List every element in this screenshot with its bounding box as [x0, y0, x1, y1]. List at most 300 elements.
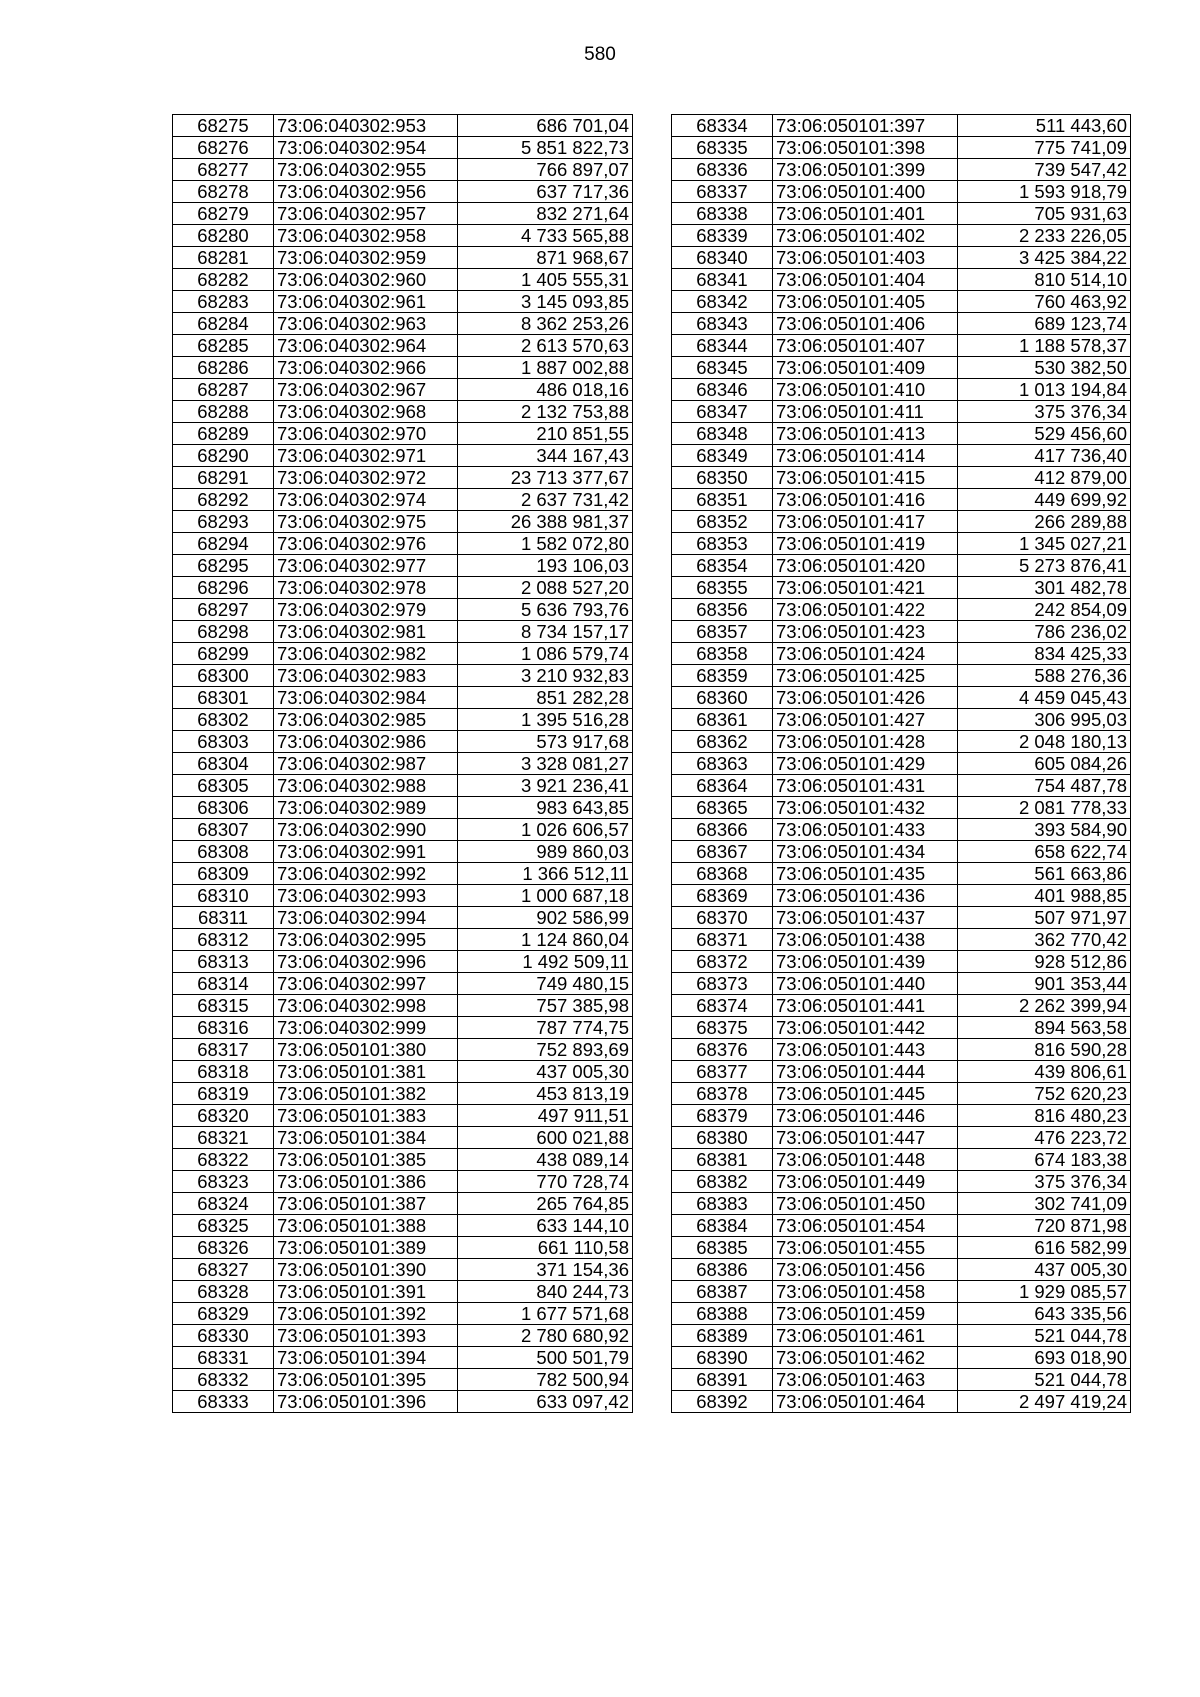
cadastral-number-cell: 73:06:040302:988 — [274, 775, 458, 797]
cadastral-number-cell: 73:06:050101:385 — [274, 1149, 458, 1171]
value-cell: 1 124 860,04 — [458, 929, 633, 951]
value-cell: 686 701,04 — [458, 115, 633, 137]
table-row — [672, 137, 1131, 159]
row-number-cell: 68376 — [672, 1039, 773, 1061]
table-row — [672, 1061, 1131, 1083]
value-cell: 486 018,16 — [458, 379, 633, 401]
value-cell: 344 167,43 — [458, 445, 633, 467]
cadastral-number-cell: 73:06:050101:456 — [773, 1259, 958, 1281]
cadastral-number-cell: 73:06:050101:447 — [773, 1127, 958, 1149]
cadastral-number-cell: 73:06:040302:993 — [274, 885, 458, 907]
cadastral-number-cell: 73:06:050101:443 — [773, 1039, 958, 1061]
table-row — [672, 203, 1131, 225]
row-number-cell: 68319 — [173, 1083, 274, 1105]
value-cell: 674 183,38 — [958, 1149, 1131, 1171]
value-cell: 810 514,10 — [958, 269, 1131, 291]
value-cell: 1 582 072,80 — [458, 533, 633, 555]
cadastral-number-cell: 73:06:040302:984 — [274, 687, 458, 709]
row-number-cell: 68317 — [173, 1039, 274, 1061]
row-number-cell: 68331 — [173, 1347, 274, 1369]
table-row — [672, 335, 1131, 357]
value-cell: 754 487,78 — [958, 775, 1131, 797]
row-number-cell: 68341 — [672, 269, 773, 291]
cadastral-number-cell: 73:06:050101:428 — [773, 731, 958, 753]
table-row — [672, 951, 1131, 973]
row-number-cell: 68384 — [672, 1215, 773, 1237]
table-row — [672, 269, 1131, 291]
table-row — [173, 511, 633, 533]
row-number-cell: 68383 — [672, 1193, 773, 1215]
value-cell: 901 353,44 — [958, 973, 1131, 995]
cadastral-number-cell: 73:06:050101:434 — [773, 841, 958, 863]
cadastral-number-cell: 73:06:040302:997 — [274, 973, 458, 995]
row-number-cell: 68281 — [173, 247, 274, 269]
value-cell: 301 482,78 — [958, 577, 1131, 599]
table-row — [672, 1259, 1131, 1281]
table-row — [173, 291, 633, 313]
table-row — [173, 225, 633, 247]
table-row — [173, 555, 633, 577]
cadastral-number-cell: 73:06:040302:983 — [274, 665, 458, 687]
cadastral-number-cell: 73:06:050101:438 — [773, 929, 958, 951]
table-row — [672, 819, 1131, 841]
cadastral-number-cell: 73:06:040302:955 — [274, 159, 458, 181]
table-row — [672, 885, 1131, 907]
value-cell: 193 106,03 — [458, 555, 633, 577]
row-number-cell: 68380 — [672, 1127, 773, 1149]
row-number-cell: 68280 — [173, 225, 274, 247]
row-number-cell: 68360 — [672, 687, 773, 709]
row-number-cell: 68359 — [672, 665, 773, 687]
row-number-cell: 68377 — [672, 1061, 773, 1083]
cadastral-number-cell: 73:06:050101:461 — [773, 1325, 958, 1347]
cadastral-number-cell: 73:06:050101:454 — [773, 1215, 958, 1237]
value-cell: 401 988,85 — [958, 885, 1131, 907]
value-cell: 3 921 236,41 — [458, 775, 633, 797]
table-row — [672, 599, 1131, 621]
value-cell: 23 713 377,67 — [458, 467, 633, 489]
value-cell: 834 425,33 — [958, 643, 1131, 665]
value-cell: 242 854,09 — [958, 599, 1131, 621]
row-number-cell: 68374 — [672, 995, 773, 1017]
cadastral-number-cell: 73:06:040302:966 — [274, 357, 458, 379]
cadastral-number-cell: 73:06:050101:381 — [274, 1061, 458, 1083]
value-cell: 658 622,74 — [958, 841, 1131, 863]
row-number-cell: 68368 — [672, 863, 773, 885]
value-cell: 306 995,03 — [958, 709, 1131, 731]
cadastral-number-cell: 73:06:040302:953 — [274, 115, 458, 137]
row-number-cell: 68334 — [672, 115, 773, 137]
row-number-cell: 68320 — [173, 1105, 274, 1127]
value-cell: 521 044,78 — [958, 1369, 1131, 1391]
table-row — [173, 1171, 633, 1193]
table-row — [672, 401, 1131, 423]
value-cell: 786 236,02 — [958, 621, 1131, 643]
table-row — [672, 357, 1131, 379]
row-number-cell: 68353 — [672, 533, 773, 555]
value-cell: 2 088 527,20 — [458, 577, 633, 599]
cadastral-number-cell: 73:06:050101:464 — [773, 1391, 958, 1413]
row-number-cell: 68347 — [672, 401, 773, 423]
table-row — [672, 1215, 1131, 1237]
value-cell: 1 026 606,57 — [458, 819, 633, 841]
row-number-cell: 68337 — [672, 181, 773, 203]
value-cell: 600 021,88 — [458, 1127, 633, 1149]
value-cell: 902 586,99 — [458, 907, 633, 929]
table-row — [672, 1193, 1131, 1215]
table-row — [173, 1017, 633, 1039]
value-cell: 2 780 680,92 — [458, 1325, 633, 1347]
row-number-cell: 68308 — [173, 841, 274, 863]
cadastral-number-cell: 73:06:050101:444 — [773, 1061, 958, 1083]
value-cell: 832 271,64 — [458, 203, 633, 225]
row-number-cell: 68303 — [173, 731, 274, 753]
value-cell: 871 968,67 — [458, 247, 633, 269]
table-row — [672, 1171, 1131, 1193]
cadastral-number-cell: 73:06:040302:972 — [274, 467, 458, 489]
value-cell: 529 456,60 — [958, 423, 1131, 445]
cadastral-number-cell: 73:06:050101:424 — [773, 643, 958, 665]
cadastral-number-cell: 73:06:040302:958 — [274, 225, 458, 247]
cadastral-number-cell: 73:06:040302:974 — [274, 489, 458, 511]
table-row — [173, 929, 633, 951]
value-cell: 371 154,36 — [458, 1259, 633, 1281]
row-number-cell: 68375 — [672, 1017, 773, 1039]
value-cell: 840 244,73 — [458, 1281, 633, 1303]
row-number-cell: 68310 — [173, 885, 274, 907]
value-cell: 757 385,98 — [458, 995, 633, 1017]
row-number-cell: 68293 — [173, 511, 274, 533]
table-row — [173, 379, 633, 401]
value-cell: 393 584,90 — [958, 819, 1131, 841]
cadastral-number-cell: 73:06:040302:987 — [274, 753, 458, 775]
cadastral-number-cell: 73:06:050101:415 — [773, 467, 958, 489]
value-cell: 1 593 918,79 — [958, 181, 1131, 203]
table-row — [672, 1281, 1131, 1303]
cadastral-number-cell: 73:06:050101:388 — [274, 1215, 458, 1237]
value-cell: 3 210 932,83 — [458, 665, 633, 687]
cadastral-number-cell: 73:06:050101:427 — [773, 709, 958, 731]
row-number-cell: 68324 — [173, 1193, 274, 1215]
value-cell: 2 637 731,42 — [458, 489, 633, 511]
row-number-cell: 68305 — [173, 775, 274, 797]
cadastral-number-cell: 73:06:040302:971 — [274, 445, 458, 467]
row-number-cell: 68391 — [672, 1369, 773, 1391]
cadastral-number-cell: 73:06:050101:398 — [773, 137, 958, 159]
value-cell: 787 774,75 — [458, 1017, 633, 1039]
table-row — [672, 797, 1131, 819]
value-cell: 2 048 180,13 — [958, 731, 1131, 753]
row-number-cell: 68295 — [173, 555, 274, 577]
table-row — [672, 665, 1131, 687]
row-number-cell: 68332 — [173, 1369, 274, 1391]
value-cell: 573 917,68 — [458, 731, 633, 753]
value-cell: 5 273 876,41 — [958, 555, 1131, 577]
value-cell: 894 563,58 — [958, 1017, 1131, 1039]
table-row — [173, 731, 633, 753]
value-cell: 816 590,28 — [958, 1039, 1131, 1061]
value-cell: 561 663,86 — [958, 863, 1131, 885]
table-row — [672, 379, 1131, 401]
cadastral-number-cell: 73:06:040302:996 — [274, 951, 458, 973]
cadastral-number-cell: 73:06:040302:961 — [274, 291, 458, 313]
cadastral-number-cell: 73:06:040302:994 — [274, 907, 458, 929]
row-number-cell: 68321 — [173, 1127, 274, 1149]
row-number-cell: 68379 — [672, 1105, 773, 1127]
value-cell: 1 492 509,11 — [458, 951, 633, 973]
cadastral-number-cell: 73:06:040302:967 — [274, 379, 458, 401]
value-cell: 266 289,88 — [958, 511, 1131, 533]
row-number-cell: 68381 — [672, 1149, 773, 1171]
cadastral-number-cell: 73:06:050101:399 — [773, 159, 958, 181]
row-number-cell: 68285 — [173, 335, 274, 357]
cadastral-number-cell: 73:06:050101:442 — [773, 1017, 958, 1039]
cadastral-number-cell: 73:06:050101:411 — [773, 401, 958, 423]
value-cell: 5 636 793,76 — [458, 599, 633, 621]
cadastral-number-cell: 73:06:040302:991 — [274, 841, 458, 863]
register-table-right — [671, 114, 1131, 1413]
table-row — [672, 1149, 1131, 1171]
table-row — [173, 1149, 633, 1171]
row-number-cell: 68298 — [173, 621, 274, 643]
cadastral-number-cell: 73:06:050101:432 — [773, 797, 958, 819]
table-row — [173, 709, 633, 731]
value-cell: 417 736,40 — [958, 445, 1131, 467]
cadastral-number-cell: 73:06:050101:382 — [274, 1083, 458, 1105]
row-number-cell: 68346 — [672, 379, 773, 401]
table-row — [173, 907, 633, 929]
table-row — [173, 533, 633, 555]
cadastral-number-cell: 73:06:050101:410 — [773, 379, 958, 401]
cadastral-number-cell: 73:06:040302:976 — [274, 533, 458, 555]
table-row — [173, 247, 633, 269]
value-cell: 705 931,63 — [958, 203, 1131, 225]
cadastral-number-cell: 73:06:050101:458 — [773, 1281, 958, 1303]
cadastral-number-cell: 73:06:050101:459 — [773, 1303, 958, 1325]
value-cell: 1 929 085,57 — [958, 1281, 1131, 1303]
row-number-cell: 68335 — [672, 137, 773, 159]
table-row — [672, 841, 1131, 863]
value-cell: 375 376,34 — [958, 401, 1131, 423]
table-row — [173, 423, 633, 445]
table-row — [672, 863, 1131, 885]
table-row — [173, 1215, 633, 1237]
table-row — [672, 1105, 1131, 1127]
table-row — [173, 159, 633, 181]
row-number-cell: 68350 — [672, 467, 773, 489]
row-number-cell: 68364 — [672, 775, 773, 797]
value-cell: 661 110,58 — [458, 1237, 633, 1259]
table-row — [173, 1259, 633, 1281]
value-cell: 1 677 571,68 — [458, 1303, 633, 1325]
table-row — [173, 445, 633, 467]
table-row — [173, 1237, 633, 1259]
table-row — [672, 753, 1131, 775]
cadastral-number-cell: 73:06:050101:380 — [274, 1039, 458, 1061]
table-row — [173, 401, 633, 423]
cadastral-number-cell: 73:06:050101:383 — [274, 1105, 458, 1127]
table-row — [672, 511, 1131, 533]
value-cell: 1 188 578,37 — [958, 335, 1131, 357]
value-cell: 928 512,86 — [958, 951, 1131, 973]
table-row — [672, 577, 1131, 599]
row-number-cell: 68330 — [173, 1325, 274, 1347]
value-cell: 1 395 516,28 — [458, 709, 633, 731]
cadastral-number-cell: 73:06:050101:416 — [773, 489, 958, 511]
cadastral-number-cell: 73:06:040302:982 — [274, 643, 458, 665]
table-row — [672, 995, 1131, 1017]
row-number-cell: 68284 — [173, 313, 274, 335]
cadastral-number-cell: 73:06:050101:440 — [773, 973, 958, 995]
table-row — [173, 643, 633, 665]
table-row — [672, 1083, 1131, 1105]
value-cell: 1 013 194,84 — [958, 379, 1131, 401]
row-number-cell: 68309 — [173, 863, 274, 885]
value-cell: 437 005,30 — [458, 1061, 633, 1083]
cadastral-number-cell: 73:06:040302:986 — [274, 731, 458, 753]
value-cell: 438 089,14 — [458, 1149, 633, 1171]
table-row — [173, 357, 633, 379]
row-number-cell: 68365 — [672, 797, 773, 819]
row-number-cell: 68363 — [672, 753, 773, 775]
cadastral-number-cell: 73:06:040302:999 — [274, 1017, 458, 1039]
row-number-cell: 68299 — [173, 643, 274, 665]
row-number-cell: 68371 — [672, 929, 773, 951]
value-cell: 782 500,94 — [458, 1369, 633, 1391]
row-number-cell: 68367 — [672, 841, 773, 863]
cadastral-number-cell: 73:06:040302:978 — [274, 577, 458, 599]
cadastral-number-cell: 73:06:050101:421 — [773, 577, 958, 599]
value-cell: 8 734 157,17 — [458, 621, 633, 643]
cadastral-number-cell: 73:06:050101:405 — [773, 291, 958, 313]
cadastral-number-cell: 73:06:050101:449 — [773, 1171, 958, 1193]
table-row — [173, 863, 633, 885]
cadastral-number-cell: 73:06:050101:409 — [773, 357, 958, 379]
value-cell: 449 699,92 — [958, 489, 1131, 511]
cadastral-number-cell: 73:06:040302:957 — [274, 203, 458, 225]
table-row — [173, 599, 633, 621]
table-row — [173, 1193, 633, 1215]
row-number-cell: 68300 — [173, 665, 274, 687]
cadastral-number-cell: 73:06:050101:422 — [773, 599, 958, 621]
value-cell: 983 643,85 — [458, 797, 633, 819]
row-number-cell: 68312 — [173, 929, 274, 951]
value-cell: 521 044,78 — [958, 1325, 1131, 1347]
table-row — [173, 1127, 633, 1149]
table-row — [672, 1347, 1131, 1369]
table-row — [173, 775, 633, 797]
row-number-cell: 68339 — [672, 225, 773, 247]
row-number-cell: 68355 — [672, 577, 773, 599]
value-cell: 1 405 555,31 — [458, 269, 633, 291]
value-cell: 775 741,09 — [958, 137, 1131, 159]
table-row — [173, 313, 633, 335]
row-number-cell: 68336 — [672, 159, 773, 181]
row-number-cell: 68278 — [173, 181, 274, 203]
row-number-cell: 68369 — [672, 885, 773, 907]
row-number-cell: 68370 — [672, 907, 773, 929]
value-cell: 4 459 045,43 — [958, 687, 1131, 709]
table-row — [173, 181, 633, 203]
value-cell: 851 282,28 — [458, 687, 633, 709]
table-row — [672, 907, 1131, 929]
table-row — [672, 489, 1131, 511]
table-row — [173, 115, 633, 137]
row-number-cell: 68362 — [672, 731, 773, 753]
value-cell: 1 086 579,74 — [458, 643, 633, 665]
value-cell: 752 893,69 — [458, 1039, 633, 1061]
row-number-cell: 68288 — [173, 401, 274, 423]
cadastral-number-cell: 73:06:050101:441 — [773, 995, 958, 1017]
row-number-cell: 68343 — [672, 313, 773, 335]
table-row — [173, 1039, 633, 1061]
value-cell: 770 728,74 — [458, 1171, 633, 1193]
row-number-cell: 68283 — [173, 291, 274, 313]
row-number-cell: 68356 — [672, 599, 773, 621]
cadastral-number-cell: 73:06:050101:384 — [274, 1127, 458, 1149]
value-cell: 749 480,15 — [458, 973, 633, 995]
value-cell: 500 501,79 — [458, 1347, 633, 1369]
cadastral-number-cell: 73:06:040302:990 — [274, 819, 458, 841]
cadastral-number-cell: 73:06:050101:391 — [274, 1281, 458, 1303]
table-row — [672, 225, 1131, 247]
cadastral-number-cell: 73:06:050101:431 — [773, 775, 958, 797]
cadastral-number-cell: 73:06:050101:406 — [773, 313, 958, 335]
row-number-cell: 68306 — [173, 797, 274, 819]
row-number-cell: 68314 — [173, 973, 274, 995]
table-row — [672, 643, 1131, 665]
row-number-cell: 68301 — [173, 687, 274, 709]
table-row — [173, 137, 633, 159]
cadastral-number-cell: 73:06:050101:407 — [773, 335, 958, 357]
cadastral-number-cell: 73:06:040302:954 — [274, 137, 458, 159]
row-number-cell: 68372 — [672, 951, 773, 973]
cadastral-number-cell: 73:06:050101:446 — [773, 1105, 958, 1127]
table-row — [672, 555, 1131, 577]
table-row — [672, 1039, 1131, 1061]
table-row — [173, 665, 633, 687]
row-number-cell: 68349 — [672, 445, 773, 467]
row-number-cell: 68387 — [672, 1281, 773, 1303]
table-row — [672, 291, 1131, 313]
cadastral-number-cell: 73:06:050101:400 — [773, 181, 958, 203]
value-cell: 633 097,42 — [458, 1391, 633, 1413]
value-cell: 616 582,99 — [958, 1237, 1131, 1259]
value-cell: 437 005,30 — [958, 1259, 1131, 1281]
cadastral-number-cell: 73:06:050101:463 — [773, 1369, 958, 1391]
table-row — [672, 1391, 1131, 1413]
cadastral-number-cell: 73:06:050101:429 — [773, 753, 958, 775]
row-number-cell: 68344 — [672, 335, 773, 357]
row-number-cell: 68275 — [173, 115, 274, 137]
cadastral-number-cell: 73:06:050101:433 — [773, 819, 958, 841]
value-cell: 265 764,85 — [458, 1193, 633, 1215]
cadastral-number-cell: 73:06:050101:394 — [274, 1347, 458, 1369]
value-cell: 210 851,55 — [458, 423, 633, 445]
table-row — [672, 247, 1131, 269]
cadastral-number-cell: 73:06:050101:402 — [773, 225, 958, 247]
row-number-cell: 68390 — [672, 1347, 773, 1369]
table-row — [672, 1369, 1131, 1391]
cadastral-number-cell: 73:06:040302:977 — [274, 555, 458, 577]
value-cell: 375 376,34 — [958, 1171, 1131, 1193]
table-row — [672, 929, 1131, 951]
row-number-cell: 68388 — [672, 1303, 773, 1325]
row-number-cell: 68361 — [672, 709, 773, 731]
table-row — [672, 731, 1131, 753]
table-row — [173, 1369, 633, 1391]
row-number-cell: 68386 — [672, 1259, 773, 1281]
